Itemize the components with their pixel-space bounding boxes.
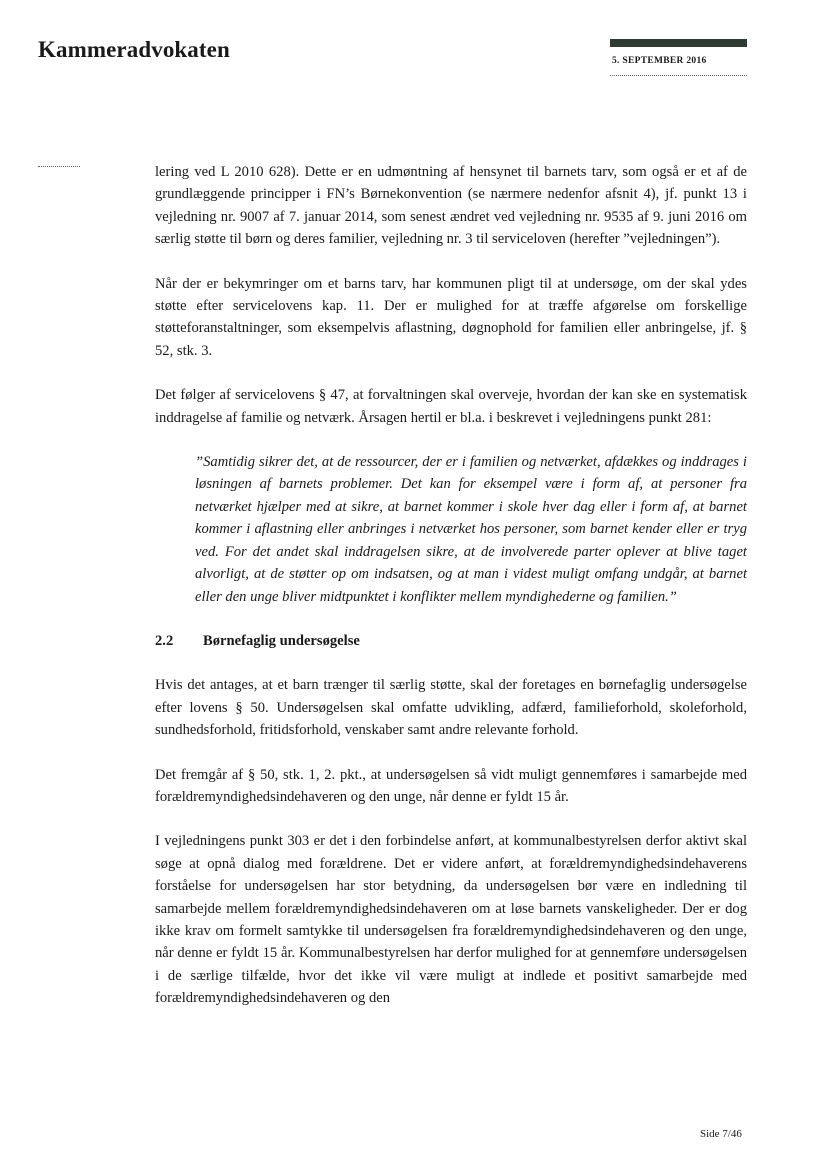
paragraph: Det følger af servicelovens § 47, at forvaltningen skal overveje, hvordan der kan ske en systematisk inddragelse af familie og netværk. Årsagen hertil er bl.a. i beskrevet i vejledningens punkt 281: [155,387,747,426]
block-quote: ”Samtidig sikrer det, at de ressourcer, der er i familien og netværket, afdækkes og inddrages i løsningen af barnets problemer. Det kan for eksempel være i form af, at personer fra netværket hjælper med at sikre, at barnet kommer i skole hver dag eller i form af, at barnet kommer i aflastning eller anbringes i netværket hos personer, som barnet kender eller er tryg ved. For det andet skal inddragelsen sikre, at de involverede parter oplever at blive taget alvorligt, at de støtter op om indsatsen, og at man i videst muligt omfang undgår, at barnet eller den unge bliver midtpunktet i konflikter mellem myndighederne og familien.” [195,454,747,605]
paragraph: Det fremgår af § 50, stk. 1, 2. pkt., at undersøgelsen så vidt muligt gennemføres i samarbejde med forældremyndighedsindehaveren og den unge, når denne er fyldt 15 år. [155,766,747,805]
paragraph: lering ved L 2010 628). Dette er en udmøntning af hensynet til barnets tarv, som også er et af de grundlæggende principper i FN’s Børnekonvention (se nærmere nedenfor afsnit 4), jf. punkt 13 i vejledning nr. 9007 af 7. januar 2014, som senest ændret ved vejledning nr. 9535 af 9. juni 2016 om særlig støtte til børn og deres familier, vejledning nr. 3 til serviceloven (herefter ”vejledningen”). [155,164,747,248]
document-body [155,161,747,1032]
margin-divider [38,166,80,167]
header-bar [610,39,747,47]
paragraph: I vejledningens punkt 303 er det i den forbindelse anført, at kommunalbestyrelsen derfor aktivt skal søge at opnå dialog med forældrene. Det er videre anført, at forældremyndighedsindehaverens forståelse for undersøgelsen har stor betydning, da undersøgelsen bør være en indledning til samarbejde mellem forældremyndighedsindehaveren om at løse barnets vanskeligheder. Der er dog ikke krav om formelt samtykke til undersøgelsen fra forældremyndighedsindehaveren og den unge, når denne er fyldt 15 år. Kommunalbestyrelsen har derfor mulighed for at gennemføre undersøgelsen i de særlige tilfælde, hvor det ikke vil være muligt at indlede et positivt samarbejde med forældremyndighedsindehaveren og den [155,833,747,1007]
section-number: 2.2 [155,632,174,649]
paragraph: Når der er bekymringer om et barns tarv, har kommunen pligt til at undersøge, om der skal ydes støtte efter servicelovens kap. 11. Der er mulighed for at træffe afgørelse om forskellige støtteforanstaltninger, som eksempelvis aflastning, døgnophold for familien eller anbringelse, jf. § 52, stk. 3. [155,275,747,359]
section-heading [155,630,747,652]
page-number: Side 7/46 [700,1128,742,1140]
date-divider [610,75,747,76]
document-date: 5. SEPTEMBER 2016 [612,56,707,66]
brand-name: Kammeradvokaten [38,37,230,62]
section-title: Børnefaglig undersøgelse [203,632,360,649]
paragraph: Hvis det antages, at et barn trænger til særlig støtte, skal der foretages en børnefaglig undersøgelse efter lovens § 50. Undersøgelsen skal omfatte udvikling, adfærd, familieforhold, skoleforhold, sundhedsforhold, fritidsforhold, venskaber samt andre relevante forhold. [155,677,747,739]
